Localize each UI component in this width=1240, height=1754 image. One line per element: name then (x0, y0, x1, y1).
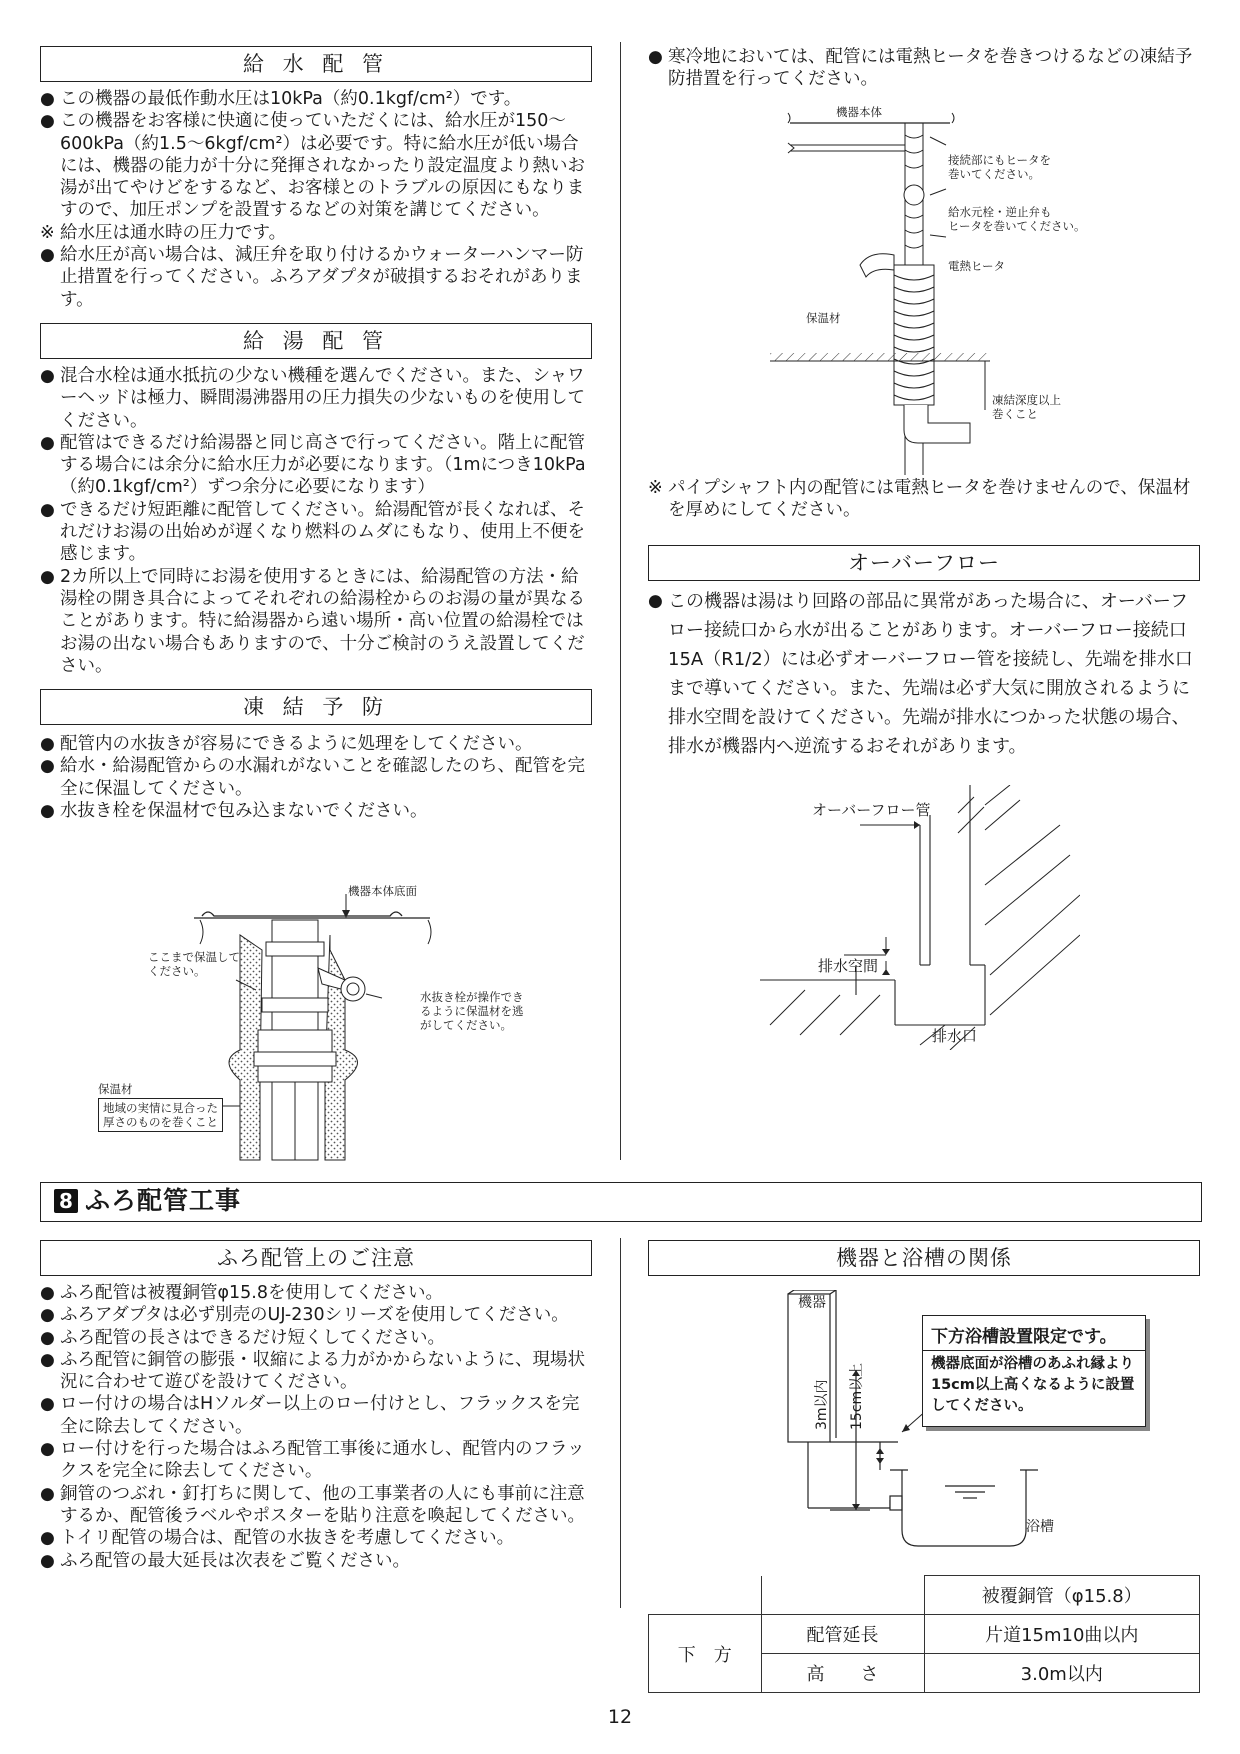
label-heater-valve: 給水元栓・逆止弁も ヒータを巻いてください。 (948, 205, 1086, 233)
label-unit-body: 機器本体 (836, 105, 882, 119)
toketsu-title: 凍 結 予 防 (40, 689, 592, 725)
overflow-diagram (760, 785, 1080, 1050)
label-drain-space: 排水空間 (818, 957, 879, 975)
insulation-diagram (90, 880, 560, 1165)
kyusui-note: ※ 給水圧は通水時の圧力です。 (40, 222, 592, 244)
toketsu-item-1: ● 配管内の水抜きが容易にできるように処理をしてください。 (40, 733, 592, 755)
column-divider (620, 42, 621, 1160)
kyuto-item-1: ● 混合水栓は通水抵抗の少ない機種を選んでください。また、シャワーヘッドは極力、瞬間湯沸器用の圧力損失の少ないものを使用してください。 (40, 365, 592, 432)
furo-item-5: ● ロー付けの場合はHソルダー以上のロー付けとし、フラックスを完全に除去してください。 (40, 1393, 592, 1438)
table-label-cell: 配管延長 (761, 1615, 924, 1654)
table-empty-cell (649, 1576, 762, 1615)
kyuto-item-4: ● 2カ所以上で同時にお湯を使用するときには、給湯配管の方法・給湯栓の開き具合によってそれぞれの給湯栓からのお湯の量が異なることがあります。特に給湯器から遠い場所・高い位置の給湯栓ではお湯の出ない場合もありますので、十分ご検討のうえ設置してください。 (40, 566, 592, 677)
column-divider-bottom (620, 1238, 621, 1608)
label-insulation: 保温材 (98, 1082, 133, 1096)
table-value-cell: 片道15m10曲以内 (924, 1615, 1200, 1654)
kyuto-item-2: ● 配管はできるだけ給湯器と同じ高さで行ってください。階上に配管する場合には余分に給水圧力が必要になります。（1mにつき10kPa（約0.1kgf/cm²）ずつ余分に必要になります） (40, 432, 592, 499)
pipe-shaft-note (648, 477, 1203, 522)
caution-title: 下方浴槽設置限定です。 (923, 1316, 1145, 1351)
cold-region-item: ● 寒冷地においては、配管には電熱ヒータを巻きつけるなどの凍結予防措置を行ってください。 (648, 46, 1203, 91)
overflow-body (648, 587, 1200, 761)
unit-bathtub-section (648, 1240, 1200, 1276)
max-length-table (648, 1575, 1200, 1693)
toketsu-item-2: ● 給水・給湯配管からの水漏れがないことを確認したのち、配管を完全に保温してください。 (40, 755, 592, 800)
furo-item-4: ● ふろ配管に銅管の膨張・収縮による力がかからないように、現場状況に合わせて遊びを設けてください。 (40, 1349, 592, 1394)
toketsu-item-3: ● 水抜き栓を保温材で包み込まないでください。 (40, 800, 592, 822)
cold-region-text (648, 46, 1203, 91)
label-15cm-over: 15cm以上 (849, 1362, 865, 1430)
furo-item-2: ● ふろアダプタは必ず別売のUJ-230シリーズを使用してください。 (40, 1304, 592, 1326)
furo-item-7: ● 銅管のつぶれ・釘打ちに関して、他の工事業者の人にも事前に注意するか、配管後ラベルやポスターを貼り注意を喚起してください。 (40, 1483, 592, 1528)
kyuto-title: 給 湯 配 管 (40, 323, 592, 359)
pipe-shaft-note-text: ※ パイプシャフト内の配管には電熱ヒータを巻けませんので、保温材を厚めにしてください。 (648, 477, 1203, 522)
label-drain-outlet: 排水口 (932, 1027, 978, 1045)
overflow-diagram-svg (760, 785, 1080, 1050)
table-label-cell: 高 さ (761, 1654, 924, 1693)
furo-item-1: ● ふろ配管は被覆銅管φ15.8を使用してください。 (40, 1282, 592, 1304)
label-within-3m: 3m以内 (814, 1379, 830, 1430)
furo-item-3: ● ふろ配管の長さはできるだけ短くしてください。 (40, 1327, 592, 1349)
section-8-header (40, 1182, 1202, 1222)
label-insulation-right: 保温材 (806, 311, 841, 325)
kyusui-item-2: ● この機器をお客様に快適に使っていただくには、給水圧が150〜600kPa（約1.5〜6kgf/cm²）は必要です。特に給水圧が低い場合には、機器の能力が十分に発揮されなかったり設定温度より熱いお湯が出てやけどをするなど、お客様とのトラブルの原因にもなりますので、加圧ポンプを設置するなどの対策を講じてください。 (40, 110, 592, 221)
kyusui-item-3: ● 給水圧が高い場合は、減圧弁を取り付けるかウォーターハンマー防止措置を行ってください。ふろアダプタが破損するおそれがあります。 (40, 244, 592, 311)
overflow-title: オーバーフロー (648, 545, 1200, 581)
furo-caution-body (40, 1282, 592, 1572)
page-number: 12 (607, 1706, 633, 1728)
label-drain-valve: 水抜き栓が操作でき るように保温材を逃 がしてください。 (420, 990, 524, 1032)
overflow-section (648, 545, 1200, 761)
table-group-cell: 下 方 (649, 1615, 762, 1693)
table-header-cell: 被覆銅管（φ15.8） (924, 1576, 1200, 1615)
label-electric-heater: 電熱ヒータ (948, 259, 1006, 273)
left-column-top (40, 46, 592, 822)
table-value-cell: 3.0m以内 (924, 1654, 1200, 1693)
furo-item-9: ● ふろ配管の最大延長は次表をご覧ください。 (40, 1550, 592, 1572)
toketsu-body (40, 733, 592, 822)
caution-box (922, 1315, 1146, 1427)
furo-caution-section (40, 1240, 592, 1572)
label-overflow-pipe: オーバーフロー管 (812, 801, 931, 819)
unit-bathtub-title: 機器と浴槽の関係 (648, 1240, 1200, 1276)
heater-diagram (770, 105, 1130, 475)
table-empty-cell (761, 1576, 924, 1615)
section-title: ふろ配管工事 (85, 1186, 242, 1215)
label-cover-here: ここまで保温して ください。 (148, 950, 240, 978)
kyusui-item-1: ● この機器の最低作動水圧は10kPa（約0.1kgf/cm²）です。 (40, 88, 592, 110)
label-thickness-box: 地域の実情に見合った 厚さのものを巻くこと (98, 1098, 223, 1132)
label-bathtub: 浴槽 (1026, 1519, 1054, 1535)
section-number: 8 (54, 1189, 78, 1213)
kyusui-body (40, 88, 592, 311)
furo-caution-title: ふろ配管上のご注意 (40, 1240, 592, 1276)
furo-item-6: ● ロー付けを行った場合はふろ配管工事後に通水し、配管内のフラックスを完全に除去してください。 (40, 1438, 592, 1483)
furo-item-8: ● トイリ配管の場合は、配管の水抜きを考慮してください。 (40, 1527, 592, 1549)
table-row (649, 1615, 1200, 1654)
table-header-row (649, 1576, 1200, 1615)
overflow-text: ● この機器は湯はり回路の部品に異常があった場合に、オーバーフロー接続口から水が出ることがあります。オーバーフロー接続口 15A（R1/2）には必ずオーバーフロー管を接続し、先端を排水口まで導いてください。また、先端は必ず大気に開放されるように排水空間を設けてください。先端が排水につかった状態の場合、排水が機器内へ逆流するおそれがあります。 (648, 587, 1200, 761)
label-unit-bottom: 機器本体底面 (348, 884, 417, 898)
kyuto-item-3: ● できるだけ短距離に配管してください。給湯配管が長くなれば、それだけお湯の出始めが遅くなり燃料のムダにもなり、使用上不便を感じます。 (40, 499, 592, 566)
label-freeze-depth: 凍結深度以上 巻くこと (992, 393, 1061, 421)
caution-text: 機器底面が浴槽のあふれ縁より15cm以上高くなるように設置してください。 (931, 1356, 1135, 1414)
label-heater-joint: 接続部にもヒータを 巻いてください。 (948, 153, 1052, 181)
kyuto-body (40, 365, 592, 677)
label-unit: 機器 (798, 1295, 826, 1311)
kyusui-title: 給 水 配 管 (40, 46, 592, 82)
